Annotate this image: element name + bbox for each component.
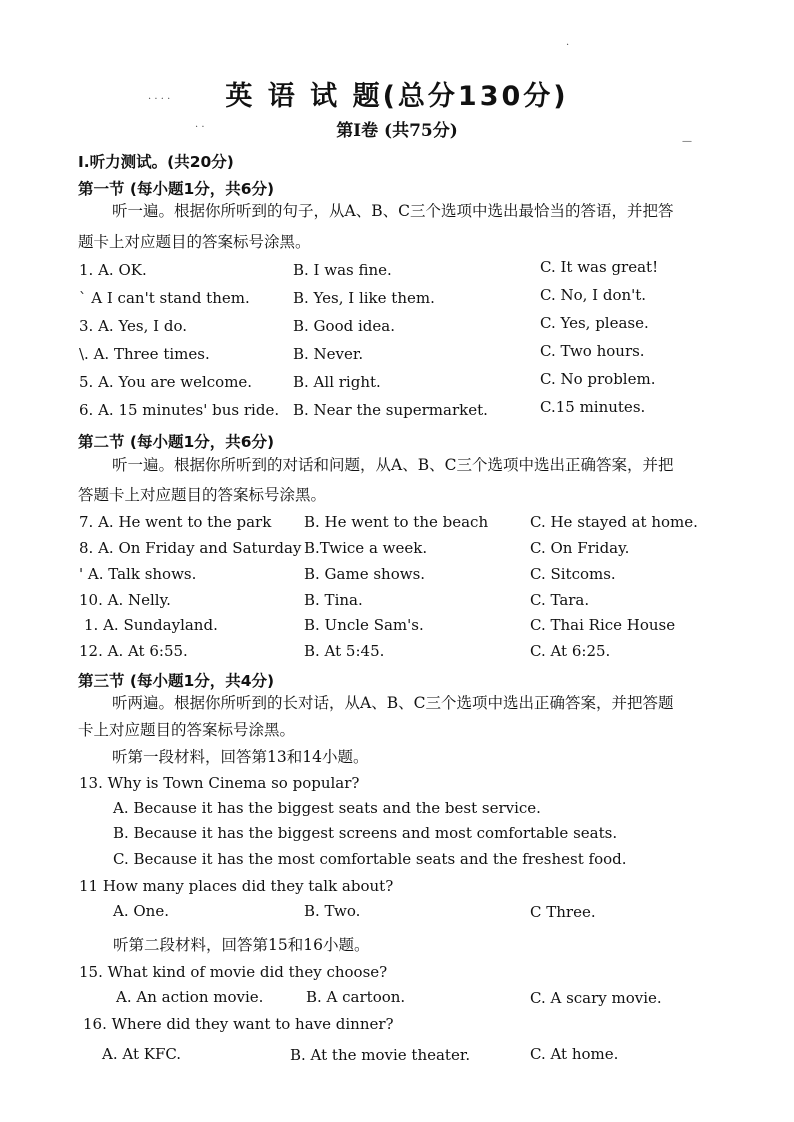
option-c: C. Thai Rice House xyxy=(530,616,676,634)
question-16-option-a: A. At KFC. xyxy=(102,1045,182,1063)
option-b: B. I was fine. xyxy=(293,261,392,279)
option-b: B. Game shows. xyxy=(304,565,426,583)
option-b: B. All right. xyxy=(293,373,381,391)
question-row xyxy=(0,398,794,423)
section1-heading: 第一节 (每小题1分，共6分) xyxy=(78,180,275,198)
question-row xyxy=(0,314,794,339)
option-b: B. He went to the beach xyxy=(304,513,489,531)
scan-speck: · · xyxy=(195,122,205,133)
option-b: B. Uncle Sam's. xyxy=(304,616,424,634)
option-b: B. At 5:45. xyxy=(304,642,385,660)
scan-speck: · xyxy=(566,40,570,51)
scan-speck: · · · · xyxy=(148,94,171,105)
question-15-option-a: A. An action movie. xyxy=(116,988,264,1006)
option-c: C. It was great! xyxy=(540,258,659,276)
option-a: \. A. Three times. xyxy=(79,345,210,363)
question-13-option-a: A. Because it has the biggest seats and the best service. xyxy=(113,799,541,817)
option-b: B. Good idea. xyxy=(293,317,395,335)
question-14-option-b: B. Two. xyxy=(304,902,361,920)
question-row xyxy=(0,591,794,613)
option-a: 1. A. OK. xyxy=(79,261,147,279)
question-row xyxy=(0,342,794,367)
material1-instruction: 听第一段材料，回答第13和14小题。 xyxy=(112,748,369,766)
question-row xyxy=(0,616,794,638)
question-16-option-c: C. At home. xyxy=(530,1045,619,1063)
question-13-option-b: B. Because it has the biggest screens and most comfortable seats. xyxy=(113,824,618,842)
option-a: ' A. Talk shows. xyxy=(79,565,197,583)
option-c: C.15 minutes. xyxy=(540,398,646,416)
question-15: 15. What kind of movie did they choose? xyxy=(79,963,388,981)
question-row xyxy=(0,370,794,395)
question-row xyxy=(0,258,794,283)
option-c: C. On Friday. xyxy=(530,539,630,557)
question-row xyxy=(0,539,794,561)
question-16: 16. Where did they want to have dinner? xyxy=(83,1015,394,1033)
question-row xyxy=(0,642,794,664)
section3-instruction-line1: 听两遍。根据你所听到的长对话，从A、B、C三个选项中选出正确答案，并把答题 xyxy=(112,694,674,712)
question-row xyxy=(0,565,794,587)
section1-instruction-line1: 听一遍。根据你所听到的句子，从A、B、C三个选项中选出最恰当的答语，并把答 xyxy=(112,202,674,220)
option-a: 6. A. 15 minutes' bus ride. xyxy=(79,401,280,419)
option-b: B. Yes, I like them. xyxy=(293,289,435,307)
scan-speck: — xyxy=(682,136,692,147)
option-a: 3. A. Yes, I do. xyxy=(79,317,187,335)
option-a: 5. A. You are welcome. xyxy=(79,373,253,391)
part1-heading: Ⅰ.听力测试。(共20分) xyxy=(78,153,234,171)
option-c: C. No problem. xyxy=(540,370,656,388)
volume-subtitle: 第Ⅰ卷 (共75分) xyxy=(336,121,458,141)
option-b: B. Near the supermarket. xyxy=(293,401,488,419)
option-a: ` A I can't stand them. xyxy=(79,289,250,307)
question-14-option-c: C Three. xyxy=(530,903,596,921)
page-title: 英 语 试 题(总分130分) xyxy=(225,81,569,112)
option-b: B.Twice a week. xyxy=(304,539,428,557)
question-15-option-b: B. A cartoon. xyxy=(306,988,406,1006)
material2-instruction: 听第二段材料，回答第15和16小题。 xyxy=(113,936,370,954)
option-b: B. Tina. xyxy=(304,591,363,609)
question-15-option-c: C. A scary movie. xyxy=(530,989,662,1007)
question-row xyxy=(0,513,794,535)
option-c: C. Yes, please. xyxy=(540,314,649,332)
question-14-option-a: A. One. xyxy=(113,902,169,920)
option-a: 8. A. On Friday and Saturday xyxy=(79,539,302,557)
option-c: C. At 6:25. xyxy=(530,642,611,660)
option-a: 7. A. He went to the park xyxy=(79,513,272,531)
option-c: C. Sitcoms. xyxy=(530,565,616,583)
option-a: 1. A. Sundayland. xyxy=(84,616,218,634)
question-14: 11 How many places did they talk about? xyxy=(79,877,394,895)
option-b: B. Never. xyxy=(293,345,364,363)
section2-instruction-line1: 听一遍。根据你所听到的对话和问题，从A、B、C三个选项中选出正确答案，并把 xyxy=(112,456,674,474)
section1-instruction-line2: 题卡上对应题目的答案标号涂黑。 xyxy=(78,233,311,251)
section3-heading: 第三节 (每小题1分，共4分) xyxy=(78,672,275,690)
question-row xyxy=(0,286,794,311)
option-c: C. Two hours. xyxy=(540,342,645,360)
question-13-option-c: C. Because it has the most comfortable seats and the freshest food. xyxy=(113,850,627,868)
section2-heading: 第二节 (每小题1分，共6分) xyxy=(78,433,275,451)
question-13: 13. Why is Town Cinema so popular? xyxy=(79,774,360,792)
option-a: 10. A. Nelly. xyxy=(79,591,171,609)
option-a: 12. A. At 6:55. xyxy=(79,642,188,660)
option-c: C. He stayed at home. xyxy=(530,513,698,531)
question-16-option-b: B. At the movie theater. xyxy=(290,1046,471,1064)
option-c: C. No, I don't. xyxy=(540,286,647,304)
option-c: C. Tara. xyxy=(530,591,590,609)
section3-instruction-line2: 卡上对应题目的答案标号涂黑。 xyxy=(78,721,296,739)
section2-instruction-line2: 答题卡上对应题目的答案标号涂黑。 xyxy=(78,486,327,504)
